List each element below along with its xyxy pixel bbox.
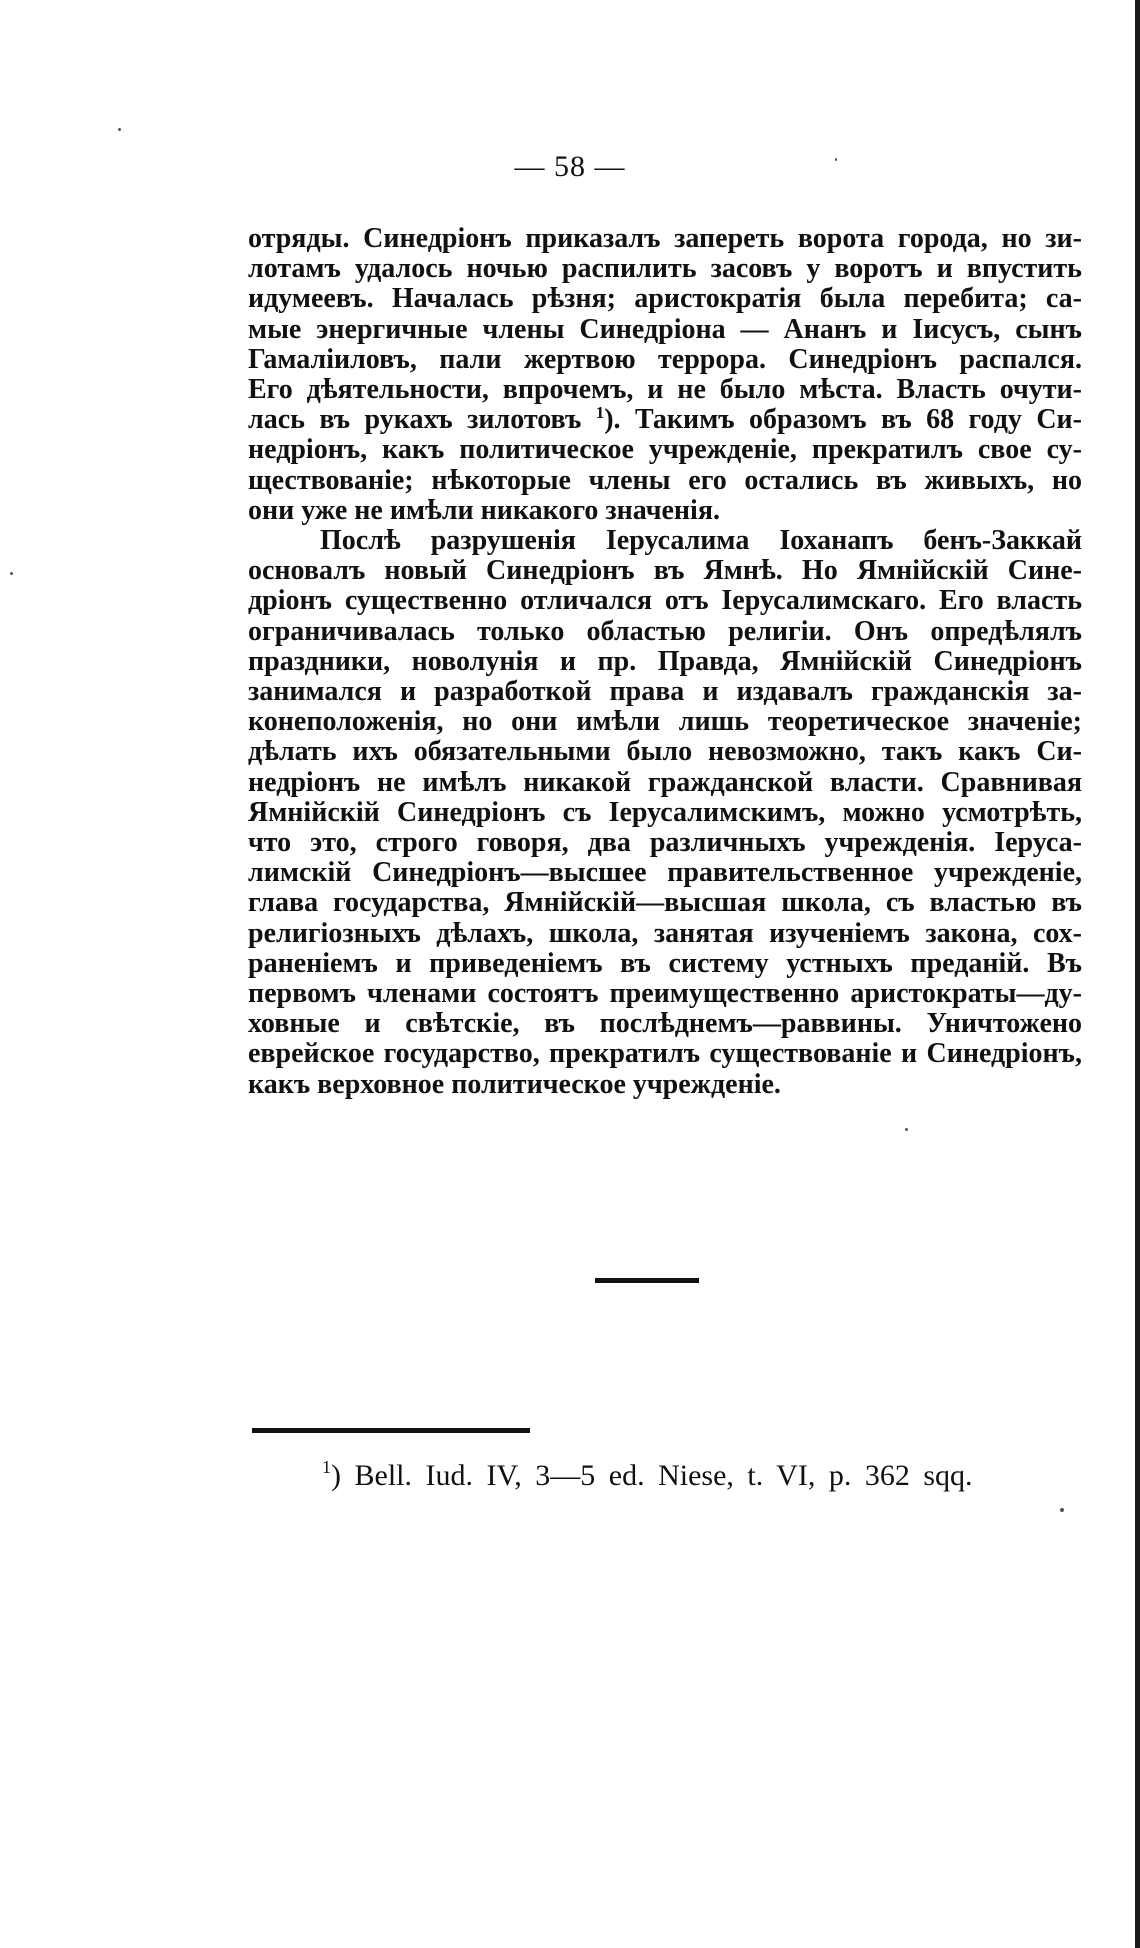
text-line: ограничивалась только областью религіи. Онъ опредѣлялъ (248, 615, 1082, 647)
text-line: какъ верховное политическое учрежденіе. (248, 1068, 781, 1100)
text-line: еврейское государство, прекратилъ существованіе и Синедріонъ, (248, 1038, 1082, 1070)
text-line: ществованіе; нѣкоторые члены его остались въ живыхъ, но (248, 464, 1082, 496)
paragraph-2 (248, 526, 1082, 1100)
text-line: дріонъ существенно отличался отъ Іерусалимскаго. Его власть (248, 585, 1082, 617)
text-fragment: ). Такимъ образомъ въ 68 году Си- (604, 404, 1082, 436)
text-line: первомъ членами состоятъ преимущественно аристократы—ду- (248, 978, 1082, 1010)
footnote-text: ) Bell. Iud. IV, 3—5 ed. Niese, t. VI, p. 362 sqq. (331, 1459, 973, 1492)
text-line: Ямнійскій Синедріонъ съ Іерусалимскимъ, можно усмотрѣть, (248, 796, 1082, 828)
body-text (248, 224, 1082, 1100)
text-line: что это, строго говоря, два различныхъ учрежденія. Іеруса- (248, 827, 1082, 859)
text-line: основалъ новый Синедріонъ въ Ямнѣ. Но Ямнійскій Сине- (248, 555, 1082, 587)
paragraph-1 (248, 224, 1082, 526)
page-edge-shadow (1135, 0, 1140, 1948)
scan-speck (10, 572, 13, 575)
text-line: лотамъ удалось ночью распилить засовъ у воротъ и впустить (248, 253, 1082, 285)
scan-speck (118, 128, 121, 131)
footnote-separator-rule (252, 1428, 530, 1433)
text-line-with-footnote (248, 405, 1082, 435)
text-line: недріонъ не имѣлъ никакой гражданской власти. Сравнивая (248, 766, 1082, 798)
text-fragment: лась въ рукахъ зилотовъ (248, 404, 582, 436)
text-line: идумеевъ. Началась рѣзня; аристократія была перебита; са- (248, 283, 1082, 315)
text-line: Послѣ разрушенія Іерусалима Іоханапъ бенъ-Заккай (320, 525, 1082, 557)
text-line: занимался и разработкой права и издавалъ гражданскія за- (248, 676, 1082, 708)
footnote-mark: 1 (322, 1457, 331, 1477)
text-line: ховные и свѣтскіе, въ послѣднемъ—раввины. Уничтожено (248, 1008, 1082, 1040)
text-line: Его дѣятельности, впрочемъ, и не было мѣста. Власть очути- (248, 374, 1082, 406)
text-line: глава государства, Ямнійскій—высшая школа, съ властью въ (248, 887, 1082, 919)
scan-speck (835, 158, 837, 161)
text-line: Гамаліиловъ, пали жертвою террора. Синедріонъ распался. (248, 343, 1082, 375)
text-line: конеположенія, но они имѣли лишь теоретическое значеніе; (248, 706, 1082, 738)
footnote-reference: 1 (595, 403, 605, 423)
section-end-rule (595, 1278, 699, 1283)
text-line: лимскій Синедріонъ—высшее правительственное учрежденіе, (248, 857, 1082, 889)
text-line: раненіемъ и приведеніемъ въ систему устныхъ преданій. Въ (248, 947, 1082, 979)
text-line: отряды. Синедріонъ приказалъ запереть ворота города, но зи- (248, 223, 1082, 254)
text-line: мые энергичные члены Синедріона — Ананъ и Іисусъ, сынъ (248, 313, 1082, 345)
text-line: религіозныхъ дѣлахъ, школа, занятая изученіемъ закона, сох- (248, 917, 1082, 949)
text-line: недріонъ, какъ политическое учрежденіе, прекратилъ свое су- (248, 434, 1082, 466)
text-line: они уже не имѣли никакого значенія. (248, 494, 720, 526)
footnote (322, 1459, 973, 1493)
text-line: праздники, новолунія и пр. Правда, Ямнійскій Синедріонъ (248, 645, 1082, 677)
text-line: дѣлать ихъ обязательными было невозможно, такъ какъ Си- (248, 736, 1082, 768)
scan-speck (1060, 1508, 1064, 1512)
page-number: — 58 — (514, 150, 626, 183)
scan-speck (905, 1128, 908, 1131)
